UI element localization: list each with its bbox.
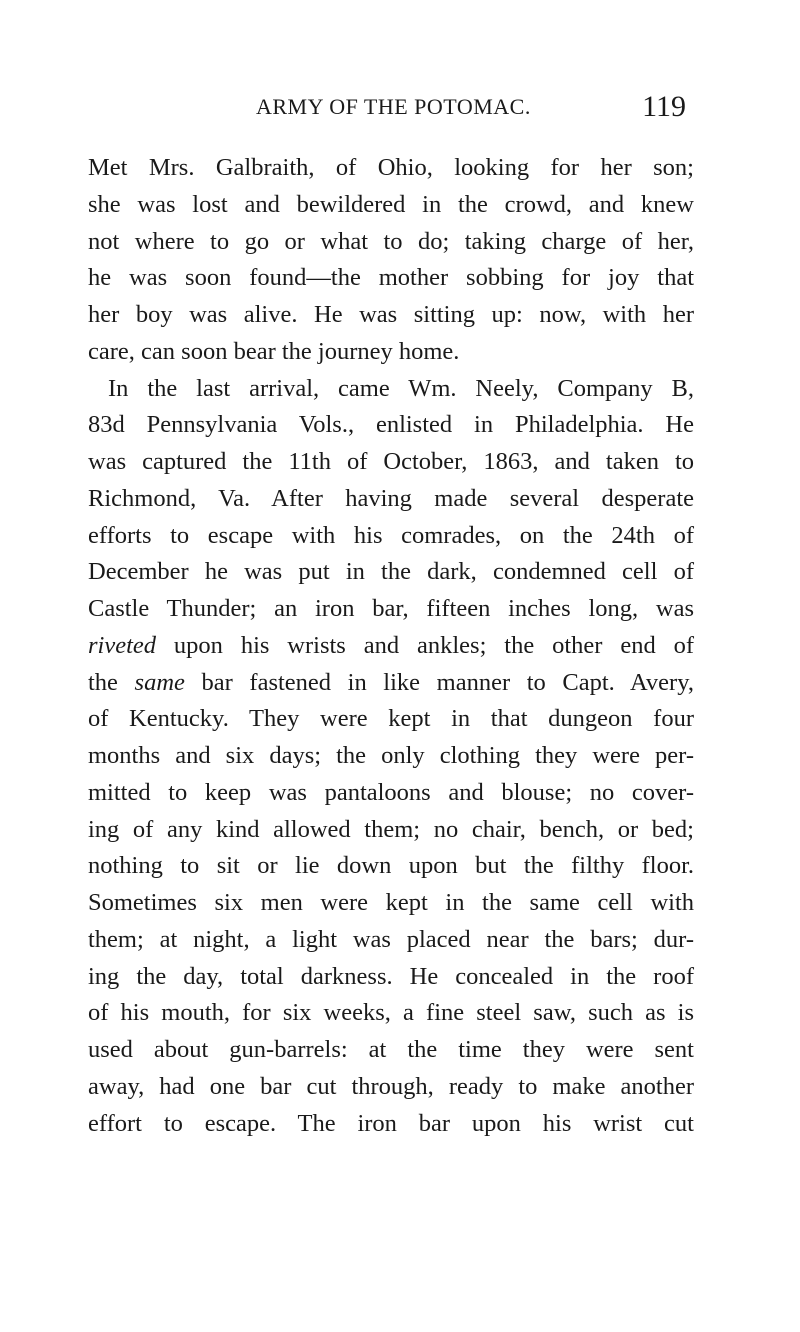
text-line: them; at night, a light was placed near the bars; dur-: [88, 925, 694, 953]
text-line: [88, 628, 694, 665]
text-line: Met Mrs. Galbraith, of Ohio, looking for her son;: [88, 154, 694, 181]
text-line: used about gun-barrels: at the time they were sent: [88, 1036, 694, 1063]
text-line: months and six days; the only clothing they were per-: [88, 742, 694, 769]
running-header: [256, 90, 686, 134]
text-line: her boy was alive. He was sitting up: now, with her: [88, 301, 694, 328]
text-line: of his mouth, for six weeks, a fine steel saw, such as is: [88, 999, 694, 1027]
text-line: Sometimes six men were kept in the same cell with: [88, 889, 694, 916]
page-number: 119: [642, 90, 686, 123]
italic-word: same: [134, 668, 185, 696]
text-line: away, had one bar cut through, ready to make another: [88, 1072, 694, 1100]
body-text: [88, 150, 694, 1142]
text-line: was captured the 11th of October, 1863, and taken to: [88, 448, 694, 475]
text-line: not where to go or what to do; taking charge of her,: [88, 227, 694, 255]
text-fragment: upon his wrists and ankles; the other end of: [156, 631, 694, 659]
text-fragment: the: [88, 668, 135, 696]
running-title: ARMY OF THE POTOMAC.: [256, 94, 531, 119]
text-line: 83d Pennsylvania Vols., enlisted in Philadelphia. He: [88, 411, 694, 439]
text-line: Castle Thunder; an iron bar, fifteen inches long, was: [88, 595, 694, 622]
text-line: December he was put in the dark, condemned cell of: [88, 558, 694, 586]
text-line: care, can soon bear the journey home.: [88, 337, 460, 365]
text-line: ing of any kind allowed them; no chair, bench, or bed;: [88, 815, 694, 843]
text-line: In the last arrival, came Wm. Neely, Company B,: [108, 374, 694, 402]
text-line: mitted to keep was pantaloons and blouse; no cover-: [88, 778, 694, 806]
text-line: effort to escape. The iron bar upon his wrist cut: [88, 1109, 694, 1137]
text-line: ing the day, total darkness. He concealed in the roof: [88, 962, 694, 990]
text-line: Richmond, Va. After having made several desperate: [88, 484, 694, 512]
text-line: [88, 665, 694, 702]
text-fragment: bar fastened in like manner to Capt. Avery,: [184, 668, 694, 696]
text-line: he was soon found—the mother sobbing for joy that: [88, 264, 694, 292]
italic-word: riveted: [88, 631, 157, 659]
text-line: nothing to sit or lie down upon but the filthy floor.: [88, 852, 694, 880]
text-line: of Kentucky. They were kept in that dungeon four: [88, 705, 694, 733]
text-line: efforts to escape with his comrades, on the 24th of: [88, 521, 694, 549]
text-line: she was lost and bewildered in the crowd, and knew: [88, 190, 694, 218]
